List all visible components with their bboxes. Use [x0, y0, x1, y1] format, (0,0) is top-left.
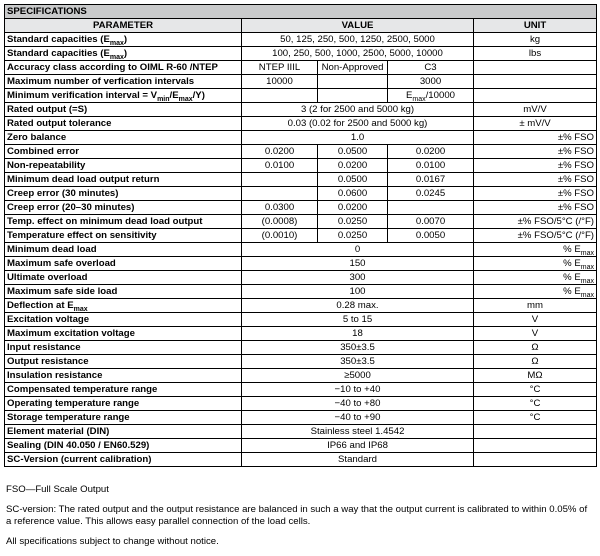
- column-header-parameter: PARAMETER: [5, 19, 242, 33]
- row-value: 350±3.5: [242, 341, 474, 355]
- row-label: Compensated temperature range: [5, 383, 242, 397]
- row-value-col2: [318, 89, 388, 103]
- title-row: [5, 5, 597, 19]
- row-label: Standard capacities $(E_{max})$: [5, 47, 242, 61]
- row-unit: Ω: [474, 341, 597, 355]
- row-value: 100, 250, 500, 1000, 2500, 5000, 10000: [242, 47, 474, 61]
- specifications-panel: [4, 0, 596, 548]
- row-value-col3: [388, 201, 474, 215]
- row-label: Zero balance: [5, 131, 242, 145]
- row-value-col3: 0.0167: [388, 173, 474, 187]
- row-unit: [474, 89, 597, 103]
- row-value-col1: (0.0010): [242, 229, 318, 243]
- row-label: Minimum dead load: [5, 243, 242, 257]
- row-unit: % $E_{max}$: [474, 257, 597, 271]
- fso-note: FSO—Full Scale Output: [6, 484, 109, 495]
- row-unit: °C: [474, 383, 597, 397]
- row-label: Element material (DIN): [5, 425, 242, 439]
- row-unit: mm: [474, 299, 597, 313]
- row-unit: °C: [474, 397, 597, 411]
- table-row: [5, 89, 597, 103]
- table-row: [5, 187, 597, 201]
- row-label: Output resistance: [5, 355, 242, 369]
- row-unit: % $E_{max}$: [474, 285, 597, 299]
- row-unit: ±% FSO: [474, 159, 597, 173]
- table-row: [5, 285, 597, 299]
- row-value: IP66 and IP68: [242, 439, 474, 453]
- table-row: [5, 397, 597, 411]
- row-value-col1: 0.0100: [242, 159, 318, 173]
- table-row: [5, 201, 597, 215]
- row-value: 0.03 (0.02 for 2500 and 5000 kg): [242, 117, 474, 131]
- row-label: Temp. effect on minimum dead load output: [5, 215, 242, 229]
- row-label: Deflection at $E_{max}$: [5, 299, 242, 313]
- table-row: [5, 61, 597, 75]
- row-value: 0.28 max.: [242, 299, 474, 313]
- row-value-col1: NTEP IIIL: [242, 61, 318, 75]
- table-row: [5, 47, 597, 61]
- row-value: ≥5000: [242, 369, 474, 383]
- row-value-col3: 0.0050: [388, 229, 474, 243]
- row-label: Rated output (=S): [5, 103, 242, 117]
- row-label: Non-repeatability: [5, 159, 242, 173]
- table-row: [5, 215, 597, 229]
- row-label: Ultimate overload: [5, 271, 242, 285]
- table-row: [5, 103, 597, 117]
- row-value: 18: [242, 327, 474, 341]
- specifications-table: [4, 4, 597, 467]
- row-unit: % $E_{max}$: [474, 243, 597, 257]
- row-unit: % $E_{max}$: [474, 271, 597, 285]
- row-label: Sealing (DIN 40.050 / EN60.529): [5, 439, 242, 453]
- row-label: Minimum dead load output return: [5, 173, 242, 187]
- row-value: 150: [242, 257, 474, 271]
- row-label: Maximum safe side load: [5, 285, 242, 299]
- row-label: Creep error (30 minutes): [5, 187, 242, 201]
- row-label: Rated output tolerance: [5, 117, 242, 131]
- row-value-col3: C3: [388, 61, 474, 75]
- row-label: Minimum verification interval = $V_{min}/E_{max}/Y$): [5, 89, 242, 103]
- row-value-col1: [242, 173, 318, 187]
- row-value-col2: 0.0250: [318, 215, 388, 229]
- row-label: Maximum number of verfication intervals: [5, 75, 242, 89]
- row-label: Combined error: [5, 145, 242, 159]
- row-unit: ±% FSO: [474, 173, 597, 187]
- row-value: 100: [242, 285, 474, 299]
- row-value: −40 to +90: [242, 411, 474, 425]
- table-row: [5, 159, 597, 173]
- table-row: [5, 341, 597, 355]
- row-value: 1.0: [242, 131, 474, 145]
- table-row: [5, 271, 597, 285]
- row-label: Maximum safe overload: [5, 257, 242, 271]
- row-unit: ±% FSO: [474, 145, 597, 159]
- row-value-col2: 0.0500: [318, 173, 388, 187]
- row-unit: ± mV/V: [474, 117, 597, 131]
- row-value: 350±3.5: [242, 355, 474, 369]
- row-value-col2: 0.0200: [318, 159, 388, 173]
- row-value-col3: 3000: [388, 75, 474, 89]
- row-value-col2: 0.0250: [318, 229, 388, 243]
- row-unit: V: [474, 313, 597, 327]
- row-value-col2: Non-Approved: [318, 61, 388, 75]
- row-unit: ±% FSO: [474, 131, 597, 145]
- row-value-col3: 0.0100: [388, 159, 474, 173]
- row-unit: MΩ: [474, 369, 597, 383]
- row-value-col1: [242, 187, 318, 201]
- table-row: [5, 355, 597, 369]
- row-unit: [474, 75, 597, 89]
- row-unit: Ω: [474, 355, 597, 369]
- sc-version-note: SC-version: The rated output and the output resistance are balanced in such a way that the output current is calibrated to within 0.05% of a reference value. This allows easy parallel connection of the load cells.: [6, 504, 588, 527]
- row-value: −10 to +40: [242, 383, 474, 397]
- row-unit: ±% FSO: [474, 201, 597, 215]
- row-value-col3: 0.0070: [388, 215, 474, 229]
- row-value-col2: 0.0500: [318, 145, 388, 159]
- row-value: 0: [242, 243, 474, 257]
- row-value: Standard: [242, 453, 474, 467]
- row-value: 300: [242, 271, 474, 285]
- table-row: [5, 173, 597, 187]
- table-row: [5, 145, 597, 159]
- table-row: [5, 229, 597, 243]
- table-row: [5, 369, 597, 383]
- table-row: [5, 33, 597, 47]
- row-value-col1: 10000: [242, 75, 318, 89]
- row-value-col1: 0.0200: [242, 145, 318, 159]
- row-value-col2: 0.0200: [318, 201, 388, 215]
- footnotes: [4, 484, 592, 548]
- row-label: Excitation voltage: [5, 313, 242, 327]
- row-unit: lbs: [474, 47, 597, 61]
- row-label: Storage temperature range: [5, 411, 242, 425]
- row-value-col3: 0.0245: [388, 187, 474, 201]
- table-row: [5, 299, 597, 313]
- row-value-col1: 0.0300: [242, 201, 318, 215]
- row-unit: ±% FSO: [474, 187, 597, 201]
- row-label: Insulation resistance: [5, 369, 242, 383]
- table-row: [5, 117, 597, 131]
- row-unit: [474, 425, 597, 439]
- table-row: [5, 411, 597, 425]
- row-label: Accuracy class according to OIML R-60 /NTEP: [5, 61, 242, 75]
- row-value: Stainless steel 1.4542: [242, 425, 474, 439]
- row-value: −40 to +80: [242, 397, 474, 411]
- table-row: [5, 439, 597, 453]
- row-unit: °C: [474, 411, 597, 425]
- table-row: [5, 243, 597, 257]
- table-row: [5, 257, 597, 271]
- row-unit: V: [474, 327, 597, 341]
- row-label: Operating temperature range: [5, 397, 242, 411]
- row-unit: [474, 61, 597, 75]
- column-header-unit: UNIT: [474, 19, 597, 33]
- row-value: 5 to 15: [242, 313, 474, 327]
- row-unit: [474, 439, 597, 453]
- row-label: Input resistance: [5, 341, 242, 355]
- table-title: SPECIFICATIONS: [5, 5, 597, 19]
- row-value-col3: 0.0200: [388, 145, 474, 159]
- table-row: [5, 75, 597, 89]
- table-row: [5, 313, 597, 327]
- row-value-col1: [242, 89, 318, 103]
- row-value-col2: [318, 75, 388, 89]
- row-unit: ±% FSO/5°C (/°F): [474, 215, 597, 229]
- table-row: [5, 327, 597, 341]
- table-row: [5, 453, 597, 467]
- table-row: [5, 383, 597, 397]
- change-notice: All specifications subject to change without notice.: [6, 536, 219, 547]
- row-label: SC-Version (current calibration): [5, 453, 242, 467]
- row-label: Creep error (20–30 minutes): [5, 201, 242, 215]
- table-row: [5, 425, 597, 439]
- table-row: [5, 131, 597, 145]
- row-label: Maximum excitation voltage: [5, 327, 242, 341]
- row-unit: ±% FSO/5°C (/°F): [474, 229, 597, 243]
- row-value-col3: $E_{max}/10000$: [388, 89, 474, 103]
- row-value-col2: 0.0600: [318, 187, 388, 201]
- row-unit: kg: [474, 33, 597, 47]
- row-value: 50, 125, 250, 500, 1250, 2500, 5000: [242, 33, 474, 47]
- row-label: Temperature effect on sensitivity: [5, 229, 242, 243]
- row-label: Standard capacities $(E_{max})$: [5, 33, 242, 47]
- row-value: 3 (2 for 2500 and 5000 kg): [242, 103, 474, 117]
- row-unit: [474, 453, 597, 467]
- row-value-col1: (0.0008): [242, 215, 318, 229]
- header-row: [5, 19, 597, 33]
- column-header-value: VALUE: [242, 19, 474, 33]
- row-unit: mV/V: [474, 103, 597, 117]
